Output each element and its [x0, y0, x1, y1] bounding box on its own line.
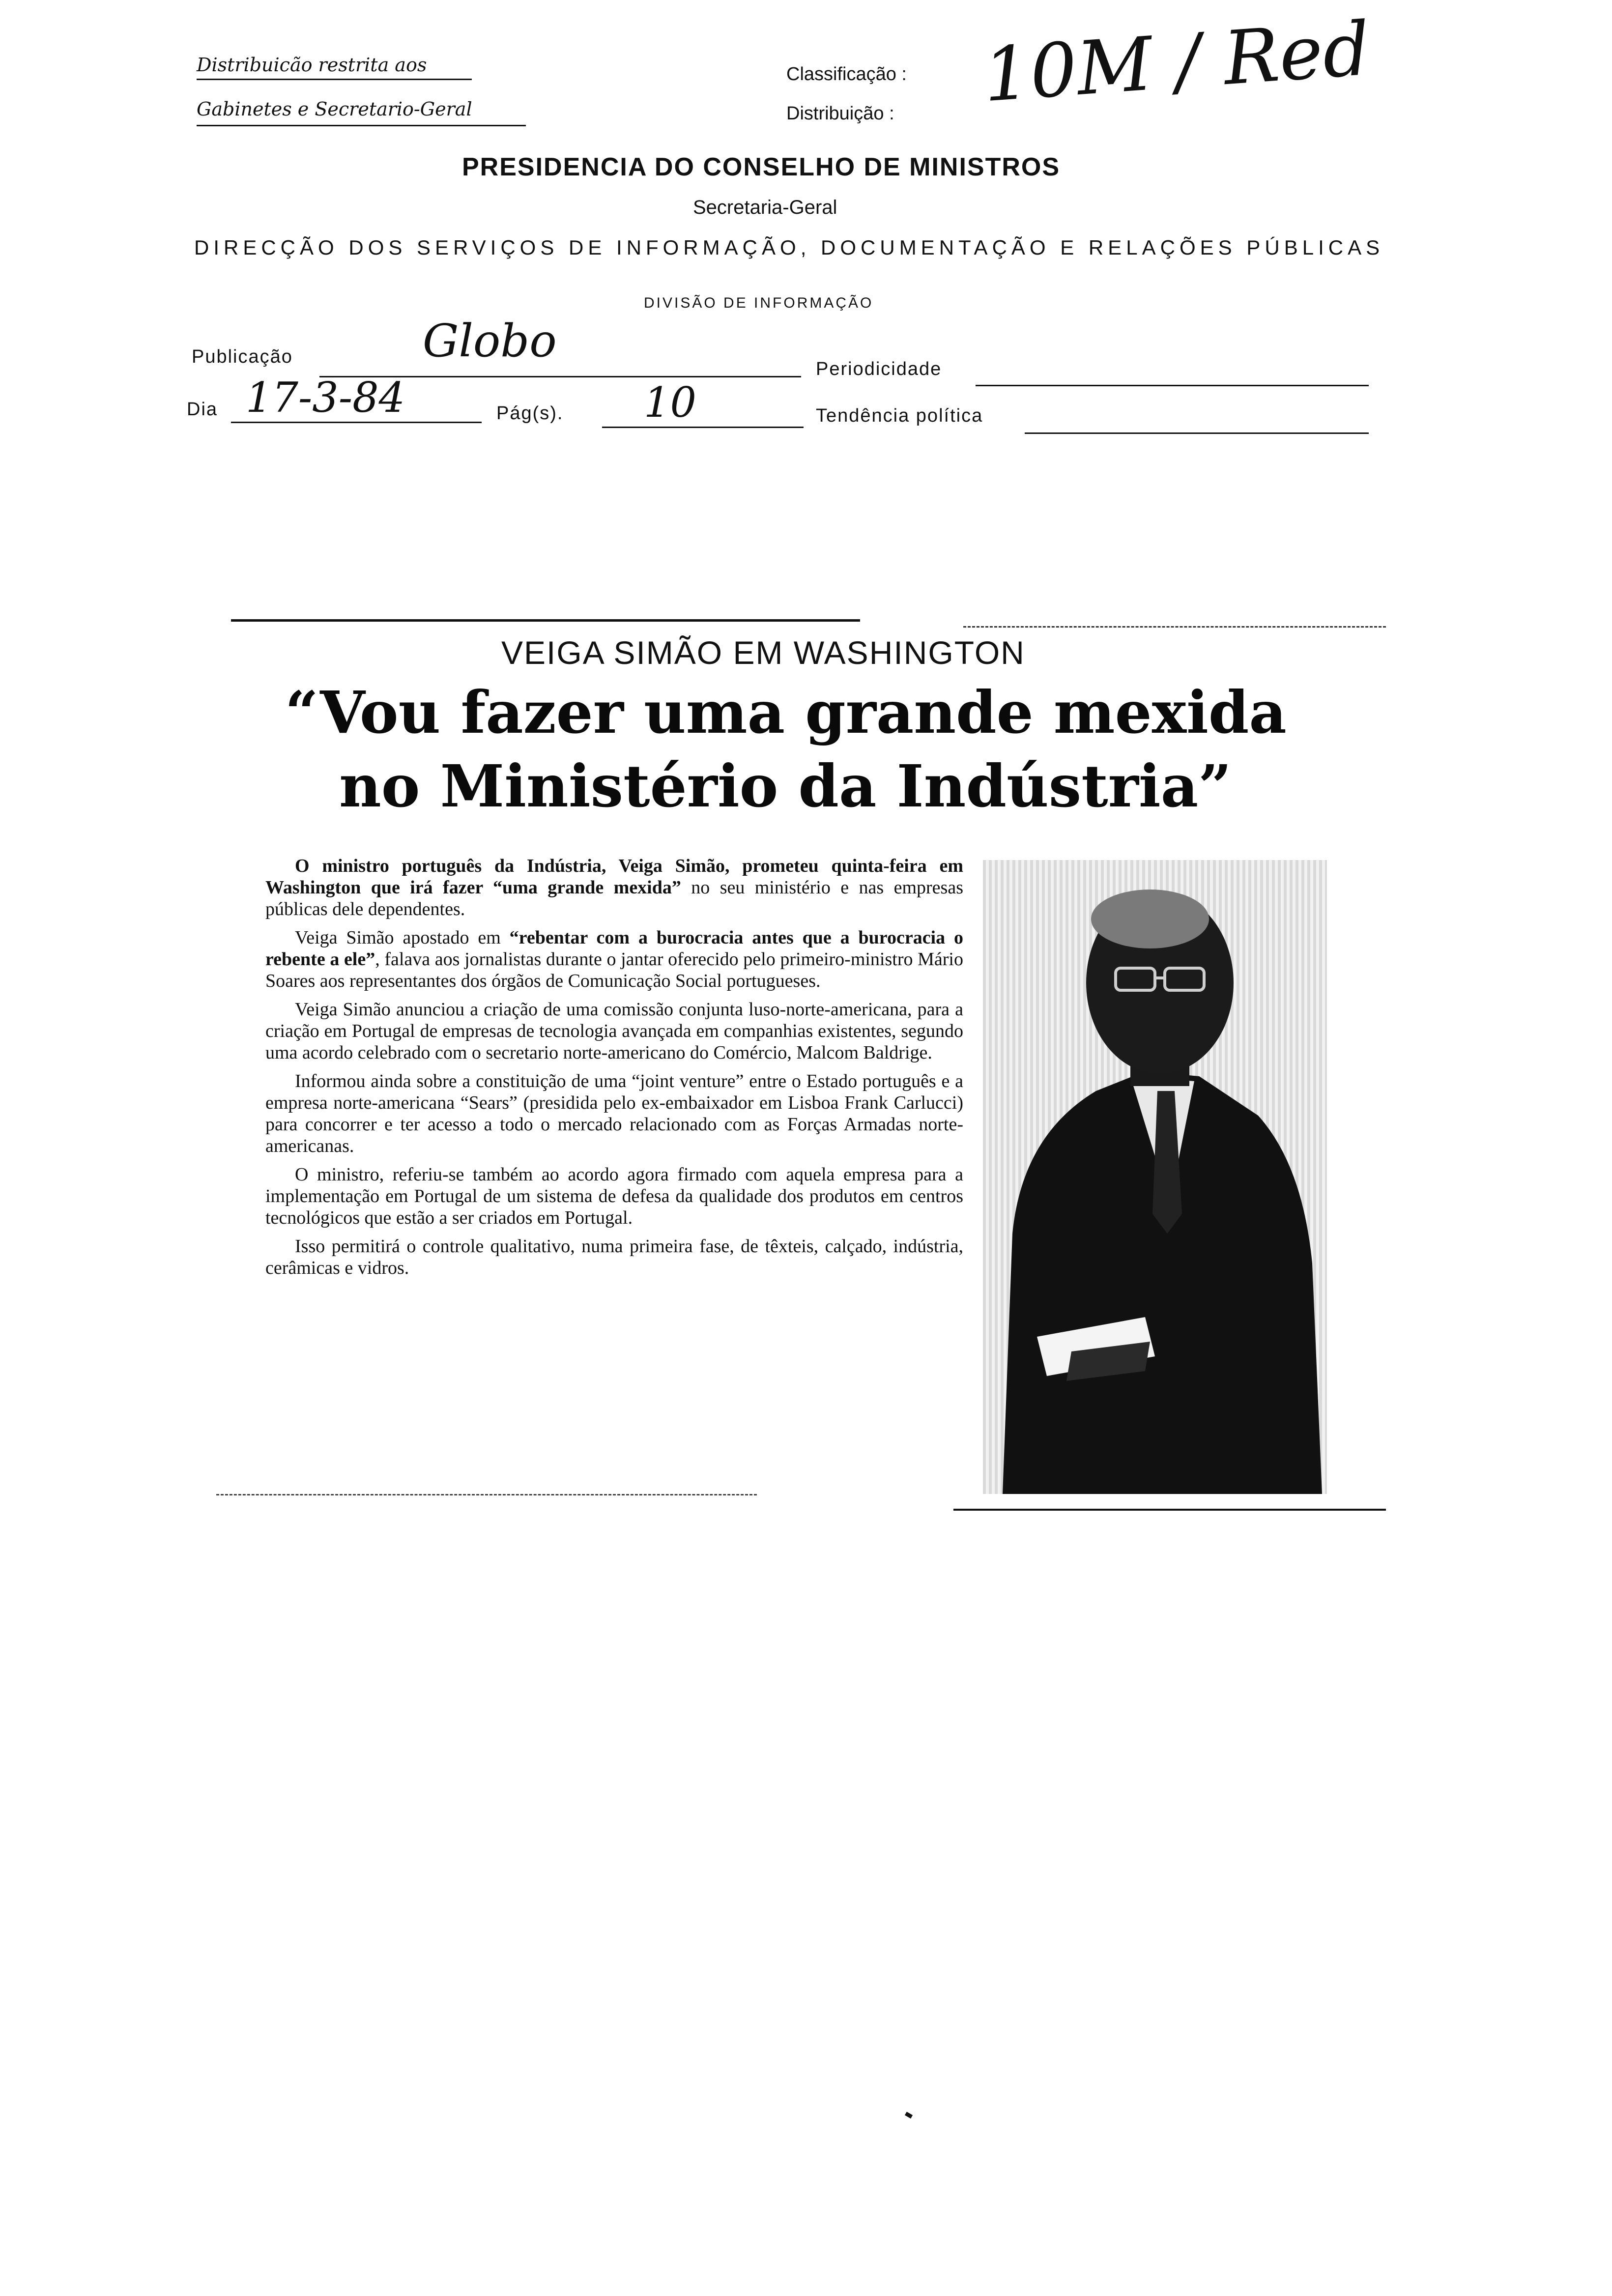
directorate-title: DIRECÇÃO DOS SERVIÇOS DE INFORMAÇÃO, DOCUMENTAÇÃO E RELAÇÕES PÚBLICAS [194, 236, 1384, 259]
article-kicker: VEIGA SIMÃO EM WASHINGTON [501, 634, 1025, 671]
clipping-top-rule [231, 619, 860, 622]
division-title: DIVISÃO DE INFORMAÇÃO [644, 295, 874, 311]
paragraph-2-text: , falava aos jornalistas durante o jantar oferecido pelo primeiro-ministro Mário Soares aos representantes dos órgãos de Comunicação Social portugueses. [265, 949, 963, 991]
day-value: 17-3-84 [246, 373, 405, 422]
distribution-underline-1 [197, 79, 472, 80]
distribution-note-line1: Distribuicão restrita aos [197, 54, 427, 76]
day-label: Dia [187, 399, 218, 420]
pages-line [602, 427, 804, 428]
minister-silhouette [983, 860, 1327, 1494]
paragraph-1-text: no seu ministério e nas empresas públicas dele dependentes. [265, 877, 963, 919]
presidency-title: PRESIDENCIA DO CONSELHO DE MINISTROS [462, 153, 1061, 181]
article-paragraph-1 [265, 855, 963, 920]
paragraph-1-lead: O ministro português da Indústria, Veiga Simão, prometeu quinta-feira em Washington que irá fazer “uma grande mexida” [265, 856, 963, 898]
minister-photo [983, 860, 1327, 1494]
periodicity-line [976, 385, 1369, 386]
clipping-top-rule-dashed [963, 626, 1386, 629]
publication-value: Globo [423, 315, 557, 367]
pages-value: 10 [644, 378, 696, 427]
pages-label: Pág(s). [496, 403, 564, 424]
publication-label: Publicação [192, 346, 293, 367]
newspaper-clipping [216, 609, 1386, 1514]
article-paragraph-5: O ministro, referiu-se também ao acordo agora firmado com aquela empresa para a implementação em Portugal de um sistema de defesa da qualidade dos produtos em centros tecnológicos que estão a ser criados em Portugal. [265, 1164, 963, 1228]
distribution-note-line2: Gabinetes e Secretario-Geral [197, 98, 472, 120]
paragraph-2-quote: “rebentar com a burocracia antes que a burocracia o rebente a ele” [265, 927, 963, 970]
article-headline-line2: no Ministério da Indústria” [339, 752, 1232, 820]
day-line [231, 422, 482, 423]
clipping-bottom-rule [953, 1509, 1386, 1511]
article-body [265, 855, 963, 1286]
stray-mark [905, 2112, 913, 2119]
paragraph-2-lead: Veiga Simão apostado em [295, 927, 510, 948]
secretariat-subtitle: Secretaria-Geral [693, 197, 837, 218]
tendency-label: Tendência política [816, 405, 983, 426]
article-paragraph-6: Isso permitirá o controle qualitativo, numa primeira fase, de têxteis, calçado, indústria, cerâmicas e vidros. [265, 1236, 963, 1278]
tendency-line [1025, 432, 1369, 434]
handwritten-mark: 10M / Red [980, 6, 1373, 119]
article-paragraph-3: Veiga Simão anunciou a criação de uma comissão conjunta luso-norte-americana, para a criação em Portugal de empresas de tecnologia avançada em companhias existentes, segundo uma acordo celebrado com o secretario norte-americano do Comércio, Malcom Baldrige. [265, 999, 963, 1063]
article-paragraph-4: Informou ainda sobre a constituição de uma “joint venture” entre o Estado português e a empresa norte-americana “Sears” (presidida pelo ex-embaixador em Lisboa Frank Carlucci) para concorrer e ter acesso a todo o mercado relacionado com as Forças Armadas norte-americanas. [265, 1071, 963, 1156]
article-headline-line1: “Vou fazer uma grande mexida [285, 678, 1287, 746]
distribution-underline-2 [197, 125, 526, 126]
classification-label: Classificação : [786, 64, 907, 85]
article-paragraph-2 [265, 927, 963, 992]
periodicity-label: Periodicidade [816, 359, 942, 379]
distribution-label: Distribuição : [786, 103, 894, 124]
clipping-bottom-rule-dashed [216, 1494, 757, 1496]
